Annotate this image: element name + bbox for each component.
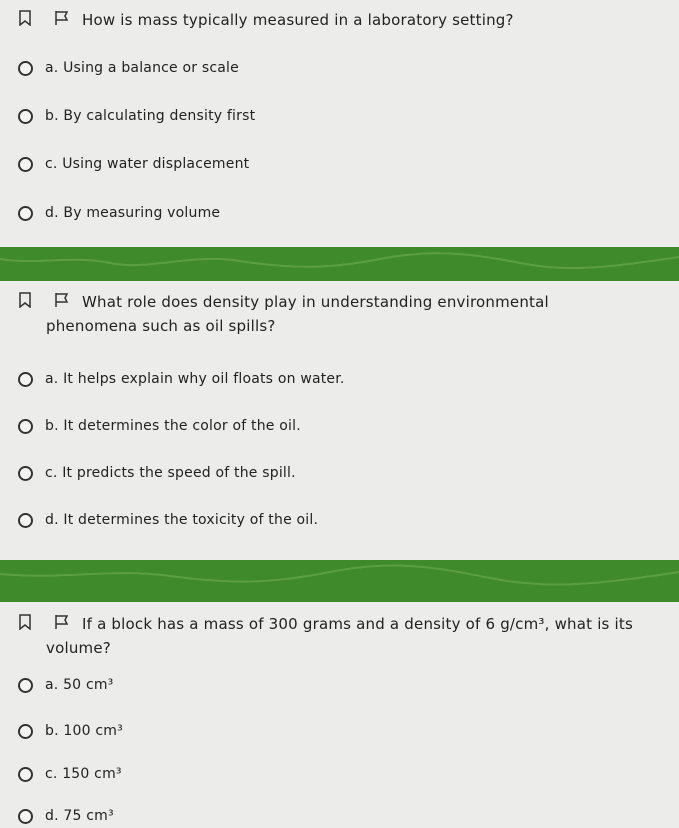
option-label: a. It helps explain why oil floats on water. [45,371,345,387]
option-label: b. It determines the color of the oil. [45,418,301,434]
radio-button[interactable] [18,809,33,824]
radio-button[interactable] [18,767,33,782]
question-3 [18,612,633,660]
option-1d[interactable] [18,205,220,221]
question-text: What role does density play in understanding environmental [82,293,549,311]
radio-button[interactable] [18,206,33,221]
question-text-continued: phenomena such as oil spills? [46,317,276,335]
option-label: d. 75 cm³ [45,808,114,824]
option-2d[interactable] [18,512,318,528]
option-1a[interactable] [18,60,239,76]
option-label: a. 50 cm³ [45,677,114,693]
option-1c[interactable] [18,156,249,172]
radio-button[interactable] [18,157,33,172]
option-3d[interactable] [18,808,114,824]
question-text: How is mass typically measured in a laboratory setting? [82,11,514,29]
question-1 [18,8,514,32]
question-2 [18,290,549,338]
option-3a[interactable] [18,677,114,693]
radio-button[interactable] [18,372,33,387]
option-label: c. Using water displacement [45,156,250,172]
bookmark-icon[interactable] [18,10,32,26]
question-text-continued: volume? [46,639,111,657]
option-1b[interactable] [18,108,255,124]
radio-button[interactable] [18,466,33,481]
option-label: b. By calculating density first [45,108,256,124]
question-text: If a block has a mass of 300 grams and a density of 6 g/cm³, what is its [82,615,634,633]
option-3b[interactable] [18,723,123,739]
bookmark-icon[interactable] [18,614,32,630]
flag-icon[interactable] [54,292,70,308]
option-label: d. By measuring volume [45,205,221,221]
option-2b[interactable] [18,418,301,434]
section-divider [0,247,679,281]
option-3c[interactable] [18,766,122,782]
radio-button[interactable] [18,513,33,528]
option-label: c. It predicts the speed of the spill. [45,465,296,481]
option-2a[interactable] [18,371,345,387]
bookmark-icon[interactable] [18,292,32,308]
flag-icon[interactable] [54,614,70,630]
section-divider [0,560,679,602]
option-2c[interactable] [18,465,296,481]
option-label: a. Using a balance or scale [45,60,239,76]
option-label: b. 100 cm³ [45,723,123,739]
option-label: d. It determines the toxicity of the oil. [45,512,319,528]
radio-button[interactable] [18,678,33,693]
radio-button[interactable] [18,61,33,76]
radio-button[interactable] [18,724,33,739]
radio-button[interactable] [18,109,33,124]
flag-icon[interactable] [54,10,70,26]
radio-button[interactable] [18,419,33,434]
option-label: c. 150 cm³ [45,766,122,782]
